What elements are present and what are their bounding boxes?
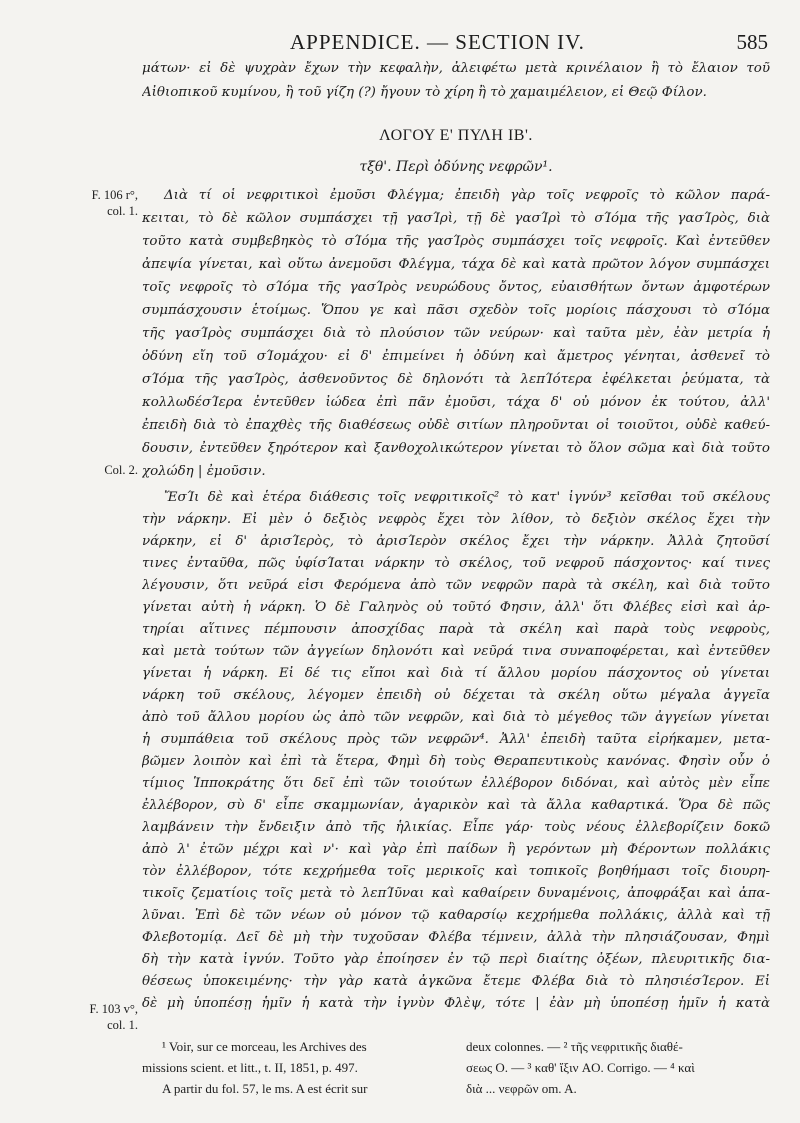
chapter-subheading: τξθ'. Περὶ ὀδύνης νεφρῶν¹. bbox=[359, 159, 553, 175]
text-line: τίμιος Ἱπποκράτης ὅτι δεῖ ἐπὶ τῶν τοιούτων ἐλλέβορον διδόναι, καὶ αὐτὸς μὲν εἶπε bbox=[142, 776, 770, 791]
footnote-line: ¹ Voir, sur ce morceau, les Archives des bbox=[162, 1039, 367, 1054]
text-line: τῆς γασΊρὸς συμπάσχει διὰ τὸ πλούσιον τῶν νεύρων· καὶ ταῦτα μὲν, ἐὰν μετρία ἡ bbox=[142, 326, 770, 341]
margin-note-folio: F. 106 r°, bbox=[91, 188, 138, 202]
text-line: λέγουσιν, ὅτι νεῦρά εἰσι Φερόμενα ἀπὸ τῶν νεφρῶν παρὰ τὰ σκέλη, καὶ διὰ τοῦτο bbox=[142, 578, 770, 593]
footnote-line: deux colonnes. — ² τῆς νεφριτικῆς διαθέ- bbox=[466, 1039, 683, 1054]
margin-note-column: col. 1. bbox=[107, 204, 138, 218]
text-line: Διὰ τί οἱ νεφριτικοὶ ἐμοῦσι Φλέγμα; ἐπειδὴ γὰρ τοῖς νεφροῖς τὸ κῶλον παρά- bbox=[164, 188, 770, 203]
text-line: τικοῖς ζεματίοις τοῖς μετὰ τὸ λεπΊῦναι καὶ καθαίρειν δυναμένοις, ἀποφράξαι καὶ ἀπα- bbox=[142, 886, 770, 901]
text-line: συμπάσχουσιν ἑτοίμως. Ὅπου γε καὶ πᾶσι σχεδὸν τοῖς μορίοις πάσχουσι τὸ σΊόμα bbox=[142, 303, 770, 318]
text-line: γίνεται ἡ νάρκη. Εἰ δέ τις εἴποι καὶ διὰ τί ἄλλου μορίου πάσχοντος οὐ γίνεται bbox=[142, 666, 770, 681]
text-line: καὶ μετὰ τούτων τῶν ἀγγείων δηλονότι καὶ νεῦρά τινα συναποφέρεται, καὶ ἐντεῦθεν bbox=[142, 644, 770, 659]
text-line: λαμβάνειν τὴν ἔνδειξιν ἀπὸ τῆς ἡλικίας. Εἶπε γάρ· τοὺς νέους ἐλλεβορίζειν δοκῶ bbox=[142, 820, 770, 835]
running-head bbox=[290, 30, 768, 56]
text-line: κειται, τὸ δὲ κῶλον συμπάσχει τῇ γασΊρὶ, τῇ δὲ γασΊρὶ τὸ σΊόμα τῆς γασΊρὸς, διὰ bbox=[142, 211, 770, 226]
section-heading: ΛΟΓΟΥ Ε' ΠΥΛΗ ΙΒ'. bbox=[379, 127, 533, 144]
text-line: ἀπεψία γίνεται, καὶ οὕτω ἀνεμοῦσι Φλέγμα, τάχα δὲ καὶ κατὰ πρῶτον λόγον συμπάσχει bbox=[142, 257, 770, 272]
text-line: νάρκην, εἰ δ' ἀρισΊερὸς, τὸ ἀρισΊερὸν σκέλος ἔχει τὴν νάρκην. Ἀλλὰ ζητοῦσί bbox=[142, 534, 770, 549]
text-line: βῶμεν λοιπὸν καὶ ἐπὶ τὰ ἕτερα, Φημὶ δὴ τοὺς Θεραπευτικοὺς κανόνας. Φησὶν οὖν ὁ bbox=[142, 754, 770, 769]
text-line: γίνεται αὐτὴ ἡ νάρκη. Ὁ δὲ Γαληνὸς οὐ τοῦτό Φησιν, ἀλλ' ὅτι Φλέβες εἰσὶ καὶ ἀρ- bbox=[142, 600, 770, 615]
running-head-title: APPENDICE. — SECTION IV. bbox=[290, 30, 585, 54]
margin-note-folio: F. 103 v°, bbox=[89, 1002, 138, 1016]
margin-note-column: col. 1. bbox=[107, 1018, 138, 1032]
text-line: Φλεβοτομίᾳ. Δεῖ δὲ μὴ τὴν τυχοῦσαν Φλέβα τέμνειν, ἀλλὰ τὴν πλησιάζουσαν, Φημὶ bbox=[142, 930, 770, 945]
text-line: δὲ μὴ ὑποπέσῃ ἡμῖν ἡ κατὰ τὴν ἰγνὺν Φλὲψ, τότε | ἐὰν μὴ ὑποπέσῃ ἡμῖν ἡ κατὰ bbox=[142, 996, 770, 1011]
text-line: ἀπὸ τοῦ ἄλλου μορίου ὡς ἀπὸ τῶν νεφρῶν, καὶ διὰ τὸ μέγεθος τῶν ἀγγείων γίνεται bbox=[142, 710, 770, 725]
text-line: νάρκη τοῦ σκέλους, λέγομεν ἐπειδὴ οὐ δέχεται τὰ σκέλη οὕτω μέγαλα ἀγγεῖα bbox=[142, 688, 770, 703]
text-line: μάτων· εἰ δὲ ψυχρὰν ἔχων τὴν κεφαλὴν, ἀλειφέτω μετὰ κρινέλαιον ἢ τὸ ἔλαιον τοῦ bbox=[142, 61, 770, 76]
footnote-line: διὰ ... νεφρῶν om. A. bbox=[466, 1081, 577, 1096]
margin-note-column: Col. 2. bbox=[104, 463, 138, 477]
text-line: δουσιν, ἐντεῦθεν ξηρότερον καὶ ξανθοχολικώτερον γίνεται τὸ ὅλον σῶμα καὶ διὰ τοῦτο bbox=[142, 441, 770, 456]
text-line: κολλωδέσΊερα ἐντεῦθεν ἰώδεα ἐπὶ πᾶν ἐμοῦσι, τάχα δ' οὐ μόνον ἐκ τούτου, ἀλλ' bbox=[142, 395, 770, 410]
footnote-column-left bbox=[142, 1036, 442, 1099]
text-line: τὴν νάρκην. Εἰ μὲν ὁ δεξιὸς νεφρὸς ἔχει τὸν λίθον, τὸ δεξιὸν σκέλος ἔχει τὴν bbox=[142, 512, 770, 527]
text-line: ἐπειδὴ διὰ τὸ ἐπαχθὲς τῆς διαθέσεως οὐδὲ σιτίων πληροῦνται οἱ τοιοῦτοι, οὐδὲ καθεύ- bbox=[142, 418, 770, 433]
footnote-line: A partir du fol. 57, le ms. A est écrit sur bbox=[162, 1081, 368, 1096]
text-line: ἐλλέβορον, σὺ δ' εἶπε σκαμμωνίαν, ἀγαρικὸν καὶ τὰ ἄλλα καθαρτικά. Ὅρα δὲ πῶς bbox=[142, 798, 770, 813]
text-line: ἡ συμπάθεια τοῦ σκέλους πρὸς τῶν νεφρῶν⁴. Ἀλλ' ἐπειδὴ ταῦτα εἰρήκαμεν, μετα- bbox=[142, 732, 770, 747]
text-line: τὸν ἐλλέβορον, τότε κεχρήμεθα τοῖς μερικοῖς καὶ τοπικοῖς βοηθήμασι τοῖς διουρη- bbox=[142, 864, 770, 879]
text-line: τηρίαι αἵτινες πέμπουσιν ἀποσχίδας παρὰ τὰ σκέλη καὶ παρὰ τοὺς νεφροὺς, bbox=[142, 622, 770, 637]
text-line: τινες ἐνταῦθα, πῶς ὑφίσΊαται νάρκην τὸ σκέλος, τοῦ νεφροῦ πάσχοντος· καί τινες bbox=[142, 556, 770, 571]
text-line: ἜσΊι δὲ καὶ ἑτέρα διάθεσις τοῖς νεφριτικοῖς² τὸ κατ' ἰγνύν³ κεῖσθαι τοῦ σκέλους bbox=[164, 490, 770, 505]
text-line: τοῦτο κατὰ συμβεβηκὸς τὸ σΊόμα τῆς γασΊρὸς συμπάσχει τοῖς νεφροῖς. Καὶ ἐντεῦθεν bbox=[142, 234, 770, 249]
text-line: δὴ τὴν κατὰ ἰγνύν. Τοῦτο γὰρ ἐποίησεν ἐν τῷ περὶ διαίτης ὀξέων, πλευριτικῆς δια- bbox=[142, 952, 770, 967]
footnote-line: σεως O. — ³ καθ' ἴξιν AO. Corrigo. — ⁴ καὶ bbox=[466, 1060, 695, 1075]
footnote-column-right bbox=[466, 1036, 766, 1099]
text-line: Αἰθιοπικοῦ κυμίνου, ἢ τοῦ γίζη (?) ἤγουν τὸ χίρη ἢ τὸ χαμαιμέλειον, εἰ Θεῷ Φίλον. bbox=[142, 85, 707, 100]
text-line: σΊόμα τῆς γασΊρὸς, ἀσθενοῦντος δὲ δηλονότι τὰ λεπΊότερα ἐφέλκεται ῥεύματα, τὰ bbox=[142, 372, 770, 387]
text-line: λῦναι. Ἐπὶ δὲ τῶν νέων οὐ μόνον τῷ καθαρσίῳ κεχρήμεθα πολλάκις, ἀλλὰ καὶ τῇ bbox=[142, 908, 770, 923]
text-line: ἀπὸ λ' ἐτῶν μέχρι καὶ ν'· καὶ γὰρ ἐπὶ παίδων ἢ γερόντων μὴ Φέροντων πολλάκις bbox=[142, 842, 770, 857]
text-line: θέσεως ὑποκειμένης· τὴν γὰρ κατὰ ἀγκῶνα ἔτεμε Φλέβα διὰ τὸ πλησιέσΊερον. Εἰ bbox=[142, 974, 770, 989]
text-line: τοῖς νεφροῖς τὸ σΊόμα τῆς γασΊρὸς νευρώδους ὄντος, εὐαισθήτων ὄντων ἀμφοτέρων bbox=[142, 280, 770, 295]
footnote-line: missions scient. et litt., t. II, 1851, p. 497. bbox=[142, 1060, 358, 1075]
page-number: 585 bbox=[736, 30, 768, 54]
text-line: ὀδύνη εἴη τοῦ σΊομάχου· εἰ δ' ἐπιμείνει ἡ ὀδύνη καὶ ἄμετρος γένηται, ἀσθενεῖ τὸ bbox=[142, 349, 770, 364]
text-line: χολώδη | ἐμοῦσιν. bbox=[142, 464, 266, 479]
